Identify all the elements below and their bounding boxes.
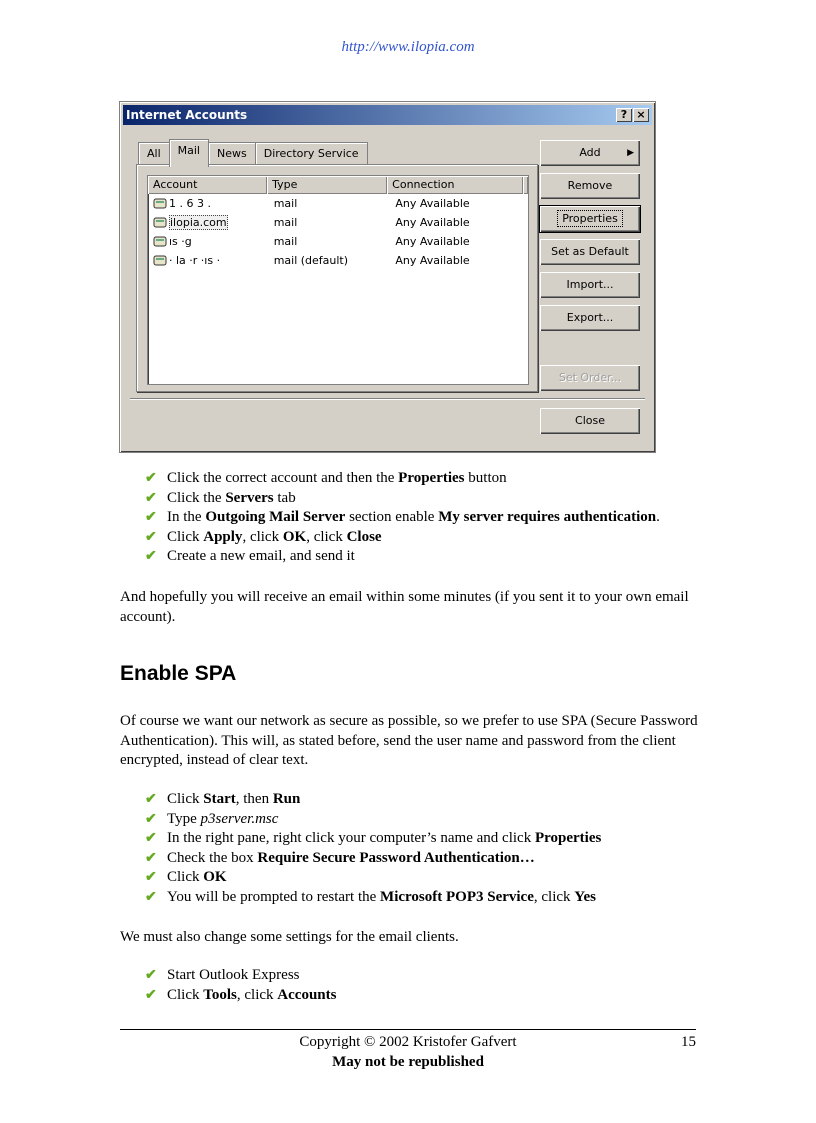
column-header-type[interactable]: Type (267, 176, 387, 194)
properties-button[interactable] (540, 206, 640, 232)
check-icon: ✔ (145, 510, 157, 525)
footer-rule (120, 1029, 696, 1030)
paragraph-receive-email: And hopefully you will receive an email within some minutes (if you sent it to your own email account). (120, 589, 689, 625)
cell-account (148, 232, 269, 251)
table-row[interactable] (148, 213, 528, 232)
add-button-label: Add (579, 146, 601, 159)
check-icon: ✔ (145, 831, 157, 846)
tab-news[interactable]: News (208, 142, 256, 165)
check-icon: ✔ (145, 549, 157, 564)
mail-account-icon (153, 197, 167, 209)
tab-mail[interactable]: Mail (169, 139, 209, 167)
set-as-default-button[interactable]: Set as Default (540, 239, 640, 265)
list-item: ✔ Start Outlook Express (145, 966, 336, 986)
cell-connection: Any Available (395, 235, 470, 248)
set-order-button[interactable]: Set Order... (540, 365, 640, 391)
cell-account (148, 251, 269, 270)
table-row[interactable] (148, 194, 528, 213)
list-header (148, 176, 528, 194)
mail-account-icon (153, 216, 167, 228)
dialog-titlebar (123, 105, 652, 125)
header-url[interactable]: http://www.ilopia.com (341, 39, 475, 55)
mail-account-icon (153, 254, 167, 266)
properties-button-label: Properties (557, 210, 623, 227)
check-icon: ✔ (145, 889, 157, 905)
cell-type: mail (default) (273, 254, 349, 267)
check-icon: ✔ (145, 471, 157, 486)
list-item: ✔ In the right pane, right click your computer’s name and click Properties (145, 829, 601, 849)
list-item: ✔ Type p3server.msc (145, 810, 601, 830)
list-item: ✔ Click OK (145, 868, 601, 888)
check-icon: ✔ (145, 987, 157, 1003)
import-button[interactable]: Import... (540, 272, 640, 298)
table-row[interactable] (148, 232, 528, 251)
cell-account (148, 194, 269, 213)
dialog-title: Internet Accounts (126, 108, 248, 122)
table-row[interactable] (148, 251, 528, 270)
list-item: ✔ Click Start, then Run (145, 790, 601, 810)
internet-accounts-dialog (119, 101, 656, 453)
close-window-button[interactable]: × (633, 108, 649, 122)
account-name: 1 . 6 3 . (169, 197, 211, 210)
close-button[interactable]: Close (540, 408, 640, 434)
list-item: ✔ Create a new email, and send it (145, 547, 660, 567)
column-header-account[interactable]: Account (148, 176, 267, 194)
paragraph-spa-intro: Of course we want our network as secure as possible, so we prefer to use SPA (Secure Password Authentication). This will, as stated before, send the user name and password from the client encrypted, instead of clear text. (120, 713, 698, 768)
cell-account (148, 213, 269, 232)
cell-connection: Any Available (395, 197, 470, 210)
check-icon: ✔ (145, 968, 157, 983)
account-name: ‧ la ‧r ·ıs · (169, 254, 221, 267)
add-button[interactable] (540, 140, 640, 166)
tab-all[interactable]: All (138, 142, 170, 165)
check-icon: ✔ (145, 811, 157, 827)
mail-account-icon (153, 235, 167, 247)
tab-directory-service[interactable]: Directory Service (255, 142, 368, 165)
footer-copyright: Copyright © 2002 Kristofer Gafvert (299, 1034, 517, 1050)
list-rows (148, 194, 528, 270)
dialog-separator (130, 398, 645, 400)
check-icon: ✔ (145, 490, 157, 506)
page-number: 15 (681, 1034, 696, 1050)
list-item: ✔ Click the Servers tab (145, 489, 660, 509)
list-item: ✔ Check the box Require Secure Password Authentication… (145, 849, 601, 869)
account-name: ilopia.com (170, 216, 227, 229)
list-item: ✔ Click Apply, click OK, click Close (145, 528, 660, 548)
column-header-filler (523, 176, 528, 194)
steps-list-1 (145, 469, 660, 567)
tab-strip (138, 142, 367, 164)
help-button[interactable]: ? (616, 108, 632, 122)
cell-connection: Any Available (395, 254, 470, 267)
footer-notice: May not be republished (332, 1054, 484, 1070)
mail-tab-panel (136, 164, 538, 392)
check-icon: ✔ (145, 850, 157, 866)
account-name: ıs ·g (169, 235, 192, 248)
remove-button[interactable]: Remove (540, 173, 640, 199)
steps-list-2 (145, 790, 601, 907)
submenu-arrow-icon: ▶ (627, 148, 634, 158)
cell-connection: Any Available (395, 216, 470, 229)
cell-type: mail (273, 216, 298, 229)
accounts-list[interactable] (147, 175, 529, 385)
export-button[interactable]: Export... (540, 305, 640, 331)
column-header-connection[interactable]: Connection (387, 176, 523, 194)
check-icon: ✔ (145, 792, 157, 807)
list-item: ✔ You will be prompted to restart the Microsoft POP3 Service, click Yes (145, 888, 601, 908)
check-icon: ✔ (145, 529, 157, 545)
paragraph-email-clients: We must also change some settings for the email clients. (120, 929, 459, 945)
heading-enable-spa: Enable SPA (120, 662, 237, 685)
steps-list-3 (145, 966, 336, 1005)
list-item: ✔ Click the correct account and then the Properties button (145, 469, 660, 489)
cell-type: mail (273, 197, 298, 210)
check-icon: ✔ (145, 870, 157, 885)
list-item: ✔ In the Outgoing Mail Server section enable My server requires authentication. (145, 508, 660, 528)
cell-type: mail (273, 235, 298, 248)
list-item: ✔ Click Tools, click Accounts (145, 986, 336, 1006)
